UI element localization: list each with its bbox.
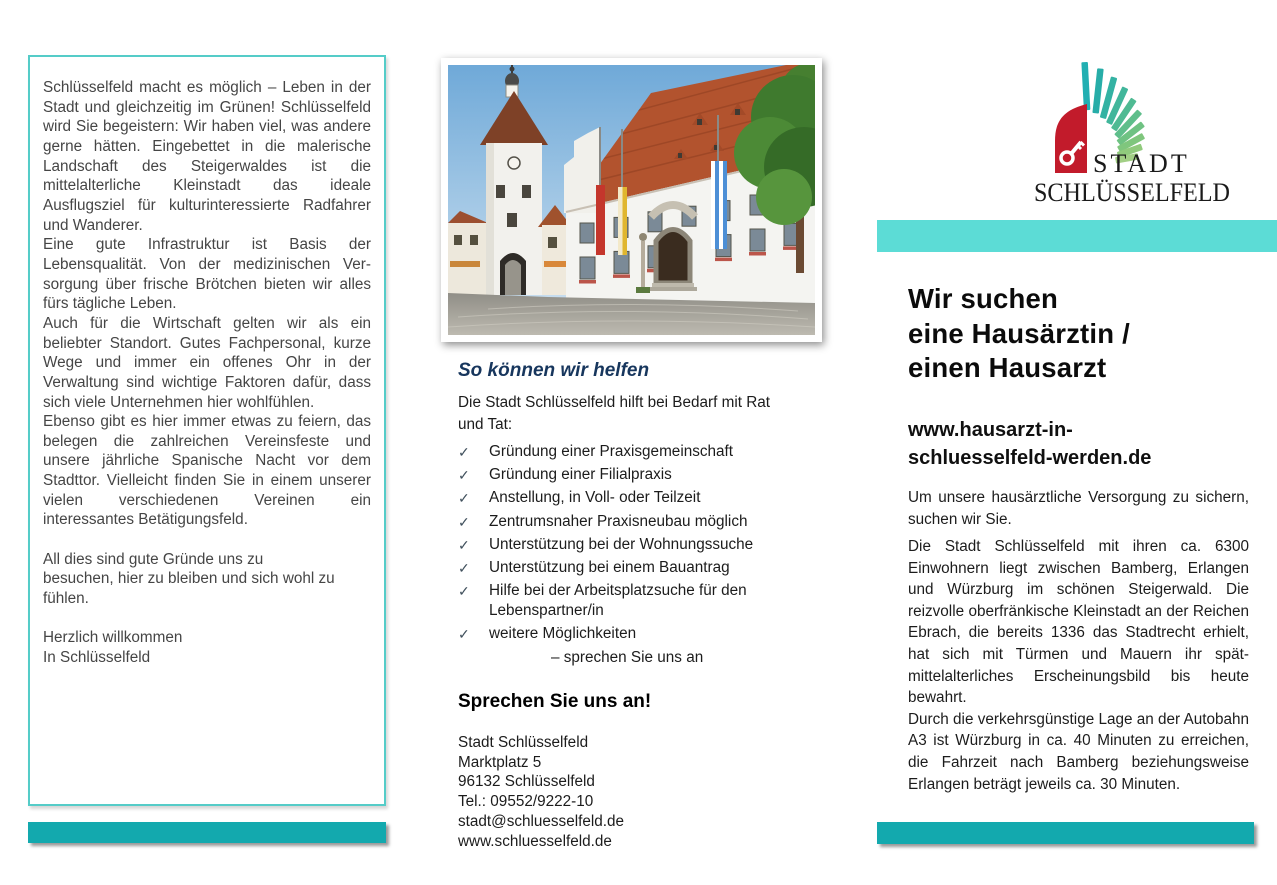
contact-line: 96132 Schlüsselfeld bbox=[458, 773, 595, 791]
checkmark-icon: ✓ bbox=[458, 490, 470, 507]
recruit-url bbox=[908, 417, 1151, 472]
contact-line: Marktplatz 5 bbox=[458, 753, 542, 771]
recruit-url-line: schluesselfeld-werden.de bbox=[908, 446, 1152, 469]
contact-heading: Sprechen Sie uns an! bbox=[458, 691, 652, 712]
checklist-item-label: Anstellung, in Voll- oder Teilzeit bbox=[489, 489, 701, 507]
checklist-item-label: Hilfe bei der Arbeitsplatzsuche für den Lebenspartner/in bbox=[489, 582, 747, 620]
checkmark-icon: ✓ bbox=[458, 583, 470, 600]
recruit-body bbox=[908, 536, 1249, 795]
greeting-lines bbox=[43, 628, 371, 667]
help-note: – sprechen Sie uns an bbox=[551, 649, 704, 666]
checkmark-icon: ✓ bbox=[458, 513, 470, 530]
checklist-item-label: Unterstützung bei der Wohnungssuche bbox=[489, 535, 754, 553]
welcome-paragraph: Auch für die Wirtschaft gelten wir als ein beliebter Standort. Gutes Fachpersonal, kurze Wege und immer ein offenes Ohr in der Verwaltung sind wichtige Faktoren dafür, dass sich viele Unternehmen hier wohlfühlen. bbox=[43, 314, 371, 411]
checklist-item bbox=[458, 442, 790, 462]
recruit-title-line: eine Hausärztin / bbox=[908, 317, 1130, 349]
logo-text-stadt: STADT bbox=[1093, 149, 1190, 178]
checklist-item-label: weitere Möglichkeiten bbox=[489, 625, 637, 643]
checkmark-icon: ✓ bbox=[458, 559, 470, 576]
welcome-paragraph: Schlüsselfeld macht es möglich – Leben in der Stadt und gleichzeitig im Grünen! Schlüsselfeld wird Sie begeistern: Wir haben viel, was andere gerne hätten. Eingebettet in die malerische Landschaft des Steigerwaldes ist die mittelalterliche Kleinstadt das ideale Ausflugsziel für kulturinteressierte Radfahrer und Wanderer. bbox=[43, 79, 371, 234]
recruit-title bbox=[908, 282, 1130, 386]
recruit-url-line: www.hausarzt-in- bbox=[908, 419, 1073, 441]
contact-line: Stadt Schlüsselfeld bbox=[458, 734, 589, 751]
closing-line: All dies sind gute Gründe uns zu bbox=[43, 550, 264, 568]
logo-red-arch bbox=[1055, 104, 1087, 173]
checkmark-icon: ✓ bbox=[458, 467, 470, 484]
recruit-paragraph: Durch die verkehrsgünstige Lage an der Autobahn A3 ist Würzburg in ca. 40 Minuten zu erreichen, die Fahrzeit nach Bamberg beziehungsweise Erlangen beträgt jeweils ca. 30 Minuten. bbox=[908, 710, 1250, 793]
contact-email: stadt@schluesselfeld.de bbox=[458, 812, 625, 830]
checklist-item-label: Gründung einer Filialpraxis bbox=[489, 466, 672, 484]
checklist-item bbox=[458, 465, 790, 485]
contact-phone: Tel.: 09552/9222-10 bbox=[458, 793, 594, 811]
logo-text-schluesselfeld: SCHLÜSSELFELD bbox=[1034, 178, 1230, 207]
town-photo bbox=[441, 58, 822, 342]
checklist-item-label: Gründung einer Praxisgemeinschaft bbox=[489, 443, 734, 460]
recruit-paragraph: Die Stadt Schlüsselfeld mit ihren ca. 6300 Einwohnern liegt zwischen Bamberg, Erlangen und Würzburg im schönen Steigerwald. Die reizvolle oberfränkische Kleinstadt an der Reichen Ebrach, die bereits 1336 das Stadtrecht erhielt, hat sich mit Türmen und Mauern ihr spätmittelalterliches Erscheinungsbild bis heute bewahrt. bbox=[908, 538, 1249, 707]
checklist-item bbox=[458, 535, 790, 555]
welcome-text-box bbox=[28, 55, 386, 806]
greeting-line: Herzlich willkommen bbox=[43, 629, 183, 647]
checklist-item bbox=[458, 624, 790, 644]
checkmark-icon: ✓ bbox=[458, 626, 470, 643]
right-accent-bar-bottom bbox=[877, 822, 1254, 844]
checklist-item bbox=[458, 558, 790, 578]
left-accent-bar bbox=[28, 822, 386, 843]
checklist-item-label: Unterstützung bei einem Bauantrag bbox=[489, 558, 730, 576]
closing-lines bbox=[43, 550, 371, 609]
help-intro: Die Stadt Schlüsselfeld hilft bei Bedarf mit Rat und Tat: bbox=[458, 394, 771, 433]
right-accent-bar-top bbox=[877, 220, 1277, 252]
checklist-item-label: Zentrumsnaher Praxisneubau möglich bbox=[489, 512, 748, 530]
town-photo-illustration bbox=[448, 65, 815, 335]
help-heading: So können wir helfen bbox=[458, 360, 650, 381]
contact-website: www.schluesselfeld.de bbox=[458, 832, 612, 850]
recruit-title-line: einen Hausarzt bbox=[908, 352, 1107, 383]
closing-line: besuchen, hier zu bleiben und sich wohl zu bbox=[43, 570, 335, 588]
greeting-line: In Schlüsselfeld bbox=[43, 649, 151, 666]
city-logo-graphic bbox=[1000, 55, 1262, 207]
checklist-item bbox=[458, 512, 790, 532]
checkmark-icon: ✓ bbox=[458, 536, 470, 553]
stadt-schluesselfeld-logo bbox=[1000, 55, 1262, 207]
help-checklist bbox=[458, 442, 790, 648]
checklist-item bbox=[458, 581, 790, 621]
contact-address bbox=[458, 733, 624, 851]
checkmark-icon: ✓ bbox=[458, 444, 470, 460]
welcome-paragraph: Eine gute Infrastruktur ist Basis der Lebensqualität. Von der medizinischen Versorgung über frische Brötchen bieten wir alles fürs tägliche Leben. bbox=[43, 236, 371, 313]
recruit-title-line: Wir suchen bbox=[908, 283, 1058, 314]
checklist-item bbox=[458, 488, 790, 508]
closing-line: fühlen. bbox=[43, 590, 89, 608]
left-houses bbox=[448, 211, 488, 295]
recruit-intro-paragraph: Um unsere hausärztliche Versorgung zu sichern, suchen wir Sie. bbox=[908, 489, 1249, 528]
welcome-paragraph: Ebenso gibt es hier immer etwas zu feiern, das belegen die zahlreichen Vereinsfeste und unsere jährliche Spanische Nacht vor dem Stadttor. Vielleicht finden Sie in einem unserer vielen verschiedenen Vereinen ein interessantes Betätigungsfeld. bbox=[43, 413, 371, 529]
